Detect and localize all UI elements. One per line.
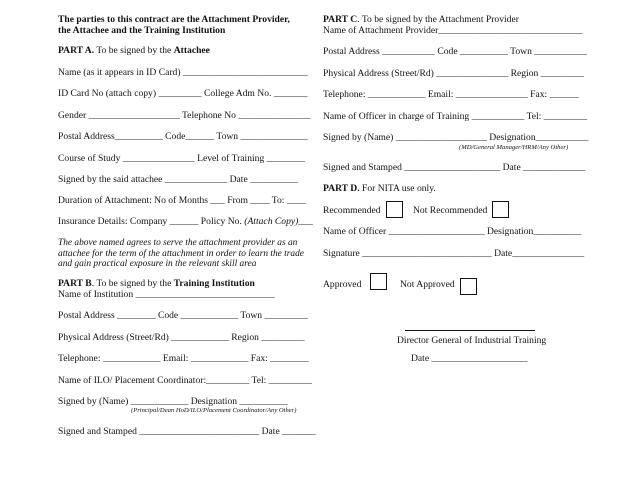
provider-signed-by-field[interactable]: Signed by (Name) ___________________ Designation___________ (323, 132, 589, 143)
insurance-label: Insurance Details: Company ______ Policy No. (58, 216, 245, 227)
director-date-field[interactable]: Date ____________________ (411, 353, 528, 364)
provider-physical-field[interactable]: Physical Address (Street/Rd) _______________ Region _________ (323, 68, 584, 79)
director-signature-line[interactable] (405, 330, 535, 331)
part-d-text: For NITA use only. (359, 183, 436, 194)
parties-header-line2: the Attachee and the Training Institution (58, 25, 226, 36)
director-general-label: Director General of Industrial Training (397, 335, 547, 346)
recommended-label: Recommended (323, 205, 381, 216)
part-d-label: PART D. (323, 183, 360, 194)
not-approved-checkbox[interactable] (460, 278, 477, 295)
gender-telephone-field[interactable]: Gender ___________________ Telephone No _______________ (58, 110, 311, 121)
attachee-agreement-paragraph: The above named agrees to serve the attachment provider as an attachee for the term of the attachment in order to learn the trade and gain practical exposure in the relevant skill area (58, 238, 304, 270)
insurance-field[interactable] (58, 216, 313, 227)
ilo-coordinator-field[interactable]: Name of ILO/ Placement Coordinator:_________ Tel: _________ (58, 375, 312, 386)
approved-label: Approved (323, 279, 362, 290)
part-b-heading (58, 278, 255, 289)
part-b-text: . To be signed by the (91, 278, 174, 289)
provider-postal-field[interactable]: Postal Address ___________ Code __________ Town ___________ (323, 46, 588, 57)
attachee-signature-field[interactable]: Signed by the said attachee _____________ Date __________ (58, 174, 299, 185)
part-a-heading (58, 45, 210, 56)
part-c-text: . To be signed by the Attachment Provider (357, 14, 519, 25)
part-a-text: To be signed by the (94, 45, 174, 56)
institution-stamp-field[interactable]: Signed and Stamped _________________________ Date _______ (58, 426, 316, 437)
nita-signature-field[interactable]: Signature ___________________________ Date_______________ (323, 248, 585, 259)
duration-field[interactable]: Duration of Attachment: No of Months ___ From ____ To: ____ (58, 195, 307, 206)
course-level-field[interactable]: Course of Study _______________ Level of Training ________ (58, 153, 306, 164)
id-card-field[interactable]: ID Card No (attach copy) _________ College Adm No. _______ (58, 88, 308, 99)
part-d-heading (323, 183, 436, 194)
institution-designation-note: (Principal/Dean HoD/ILO/Placement Coordinator/Any Other) (131, 407, 297, 414)
not-recommended-checkbox[interactable] (492, 201, 509, 218)
parties-header-line1: The parties to this contract are the Attachment Provider, (58, 14, 290, 25)
provider-stamp-field[interactable]: Signed and Stamped ____________________ Date _____________ (323, 162, 586, 173)
part-a-bold: Attachee (173, 45, 210, 56)
attachee-postal-field[interactable]: Postal Address__________ Code______ Town ______________ (58, 131, 308, 142)
provider-designation-note: (MD/General Manager/HRM/Any Other) (459, 144, 569, 151)
institution-telephone-field[interactable]: Telephone: ____________ Email: ____________ Fax: ________ (58, 353, 309, 364)
attachee-name-field[interactable]: Name (as it appears in ID Card) __________________________ (58, 67, 308, 78)
part-b-label: PART B (58, 278, 92, 289)
institution-signed-by-field[interactable]: Signed by (Name) ____________ Designation __________ (58, 396, 288, 407)
provider-name-field[interactable]: Name of Attachment Provider______________________________ (323, 25, 583, 36)
insurance-attach-note: (Attach Copy) (244, 216, 299, 227)
institution-name-field[interactable]: Name of Institution _____________________________ (58, 289, 275, 300)
provider-telephone-field[interactable]: Telephone: ____________ Email: _______________ Fax: ______ (323, 89, 579, 100)
nita-officer-field[interactable]: Name of Officer ____________________ Designation__________ (323, 226, 582, 237)
training-officer-field[interactable]: Name of Officer in charge of Training ___________ Tel: _________ (323, 111, 587, 122)
institution-physical-field[interactable]: Physical Address (Street/Rd) ____________ Region _________ (58, 332, 305, 343)
not-approved-label: Not Approved (400, 279, 455, 290)
recommended-checkbox[interactable] (386, 201, 403, 218)
part-a-label: PART A. (58, 45, 95, 56)
not-recommended-label: Not Recommended (413, 205, 488, 216)
institution-postal-field[interactable]: Postal Address ________ Code ____________ Town _________ (58, 310, 308, 321)
insurance-blank: ___ (298, 216, 313, 227)
part-c-label: PART C (323, 14, 358, 25)
approved-checkbox[interactable] (370, 273, 387, 290)
part-b-bold: Training Institution (173, 278, 255, 289)
part-c-heading (323, 14, 519, 25)
